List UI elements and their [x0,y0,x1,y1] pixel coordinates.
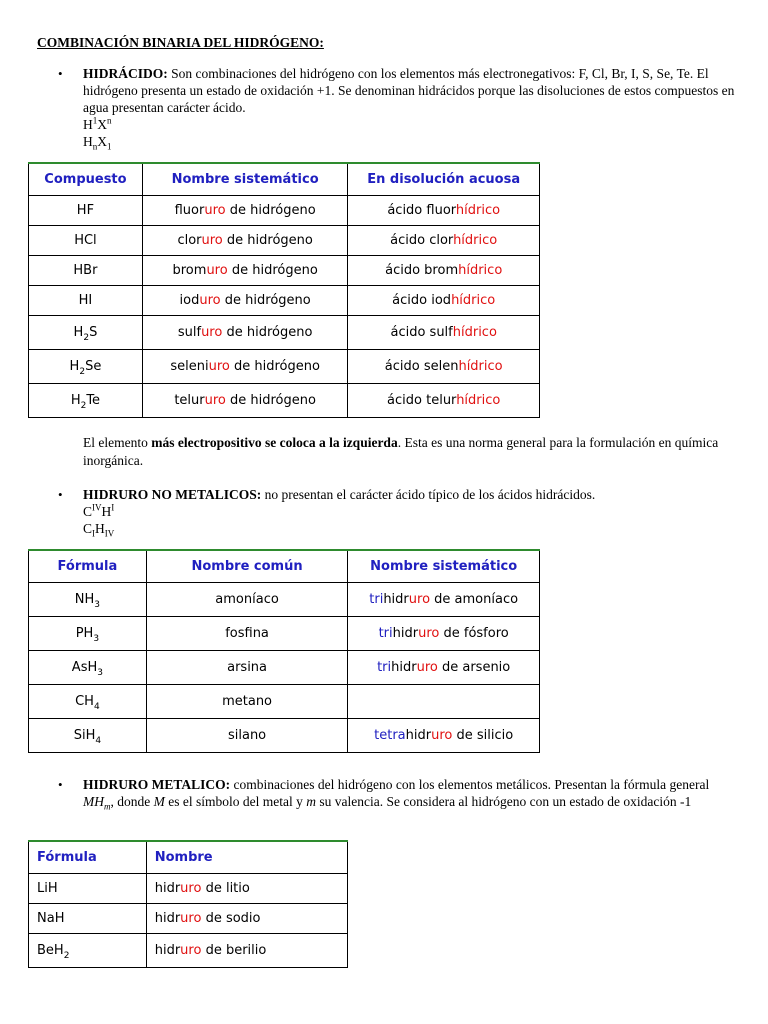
compound-cell: HF [29,196,143,226]
systematic-name-cell: telururo de hidrógeno [142,384,348,418]
hidruros-no-metalicos-table [28,549,540,753]
table-row [29,685,540,719]
bullet-icon: • [58,487,63,502]
table-row [29,196,540,226]
column-header: Nombre sistemático [142,163,348,196]
aqueous-name-cell: ácido fluorhídrico [348,196,540,226]
systematic-name-cell: trihidruro de arsenio [348,651,540,685]
aqueous-name-cell: ácido telurhídrico [348,384,540,418]
formula-cell: LiH [29,874,147,904]
bullet-icon: • [58,66,63,81]
common-name-cell: metano [146,685,348,719]
common-name-cell: amoníaco [146,583,348,617]
table-row [29,286,540,316]
no-metalicos-formula-2: $C_IH_{IV}$ [83,521,115,539]
table-row [29,316,540,350]
common-name-cell: arsina [146,651,348,685]
systematic-name-cell: bromuro de hidrógeno [142,256,348,286]
column-header: Nombre [146,841,347,874]
systematic-name-cell: ioduro de hidrógeno [142,286,348,316]
column-header: Fórmula [29,841,147,874]
systematic-name-cell: sulfuro de hidrógeno [142,316,348,350]
hidracido-text: Son combinaciones del hidrógeno con los elementos más electronegativos: F, Cl, Br, I, S, Se, Te. El hidrógeno presenta un estado de oxidación +1. Se denominan hidrácidos porque las disoluciones de estos compuestos en agua presentan carácter ácido. [83,66,735,115]
formula-cell: NaH [29,904,147,934]
name-cell: hidruro de sodio [146,904,347,934]
no-metalicos-section [58,486,738,537]
table-header-row [29,163,540,196]
compound-cell: $H_2S$ [29,316,143,350]
table-row [29,226,540,256]
note-paragraph: El elemento más electropositivo se coloca a la izquierda. Esta es una norma general para la formulación en química inorgánica. [83,435,719,468]
systematic-name-cell [348,685,540,719]
table-row [29,934,348,968]
compound-cell: HCl [29,226,143,256]
systematic-name-cell: seleniuro de hidrógeno [142,350,348,384]
aqueous-name-cell: ácido bromhídrico [348,256,540,286]
formula-cell: BeH$_2$ [29,934,147,968]
systematic-name-cell: fluoruro de hidrógeno [142,196,348,226]
hidruros-metalicos-table [28,840,348,968]
compound-cell: $H_2Te$ [29,384,143,418]
formula-cell: $PH_3$ [29,617,147,651]
aqueous-name-cell: ácido clorhídrico [348,226,540,256]
compound-cell: $H_2Se$ [29,350,143,384]
page-title: COMBINACIÓN BINARIA DEL HIDRÓGENO: [37,35,324,50]
bullet-icon: • [58,777,63,792]
hidracido-section [58,65,738,150]
formula-cell: SiH$_4$ [29,719,147,753]
systematic-name-cell: tetrahidruro de silicio [348,719,540,753]
aqueous-name-cell: ácido sulfhídrico [348,316,540,350]
aqueous-name-cell: ácido iodhídrico [348,286,540,316]
table-row [29,651,540,685]
aqueous-name-cell: ácido selenhídrico [348,350,540,384]
table-row [29,719,540,753]
no-metalicos-label: HIDRURO NO METALICOS: [83,487,262,502]
hidracido-label: HIDRÁCIDO: [83,66,168,81]
table-header-row [29,841,348,874]
table-row [29,256,540,286]
formula-cell: AsH$_3$ [29,651,147,685]
common-name-cell: fosfina [146,617,348,651]
no-metalicos-text: no presentan el carácter ácido típico de los ácidos hidrácidos. [261,487,596,502]
column-header: Nombre sistemático [348,550,540,583]
no-metalicos-formula-1: $C^{IV}H^I$ [83,502,115,519]
table-row [29,350,540,384]
formula-cell: $CH_4$ [29,685,147,719]
name-cell: hidruro de berilio [146,934,347,968]
column-header: Nombre común [146,550,348,583]
column-header: Compuesto [29,163,143,196]
name-cell: hidruro de litio [146,874,347,904]
metalico-section: • HIDRURO METALICO: combinaciones del hidrógeno con los elementos metálicos. Presentan la fórmula general $MH_m$, donde M es el símbolo del metal y m su valencia. Se considera al hidrógeno con un estado de oxidación -1 [58,777,710,812]
compound-cell: HI [29,286,143,316]
table-row [29,617,540,651]
hidracido-formula-1: $H^1X^n$ [83,115,112,132]
hidracido-formula-2: $H_nX_1$ [83,134,112,152]
hidracidos-table [28,162,540,418]
table-row [29,874,348,904]
table-row [29,384,540,418]
table-row [29,904,348,934]
metalico-label: HIDRURO METALICO: [83,777,231,792]
table-row [29,583,540,617]
formula-cell: $NH_3$ [29,583,147,617]
common-name-cell: silano [146,719,348,753]
table-header-row [29,550,540,583]
column-header: En disolución acuosa [348,163,540,196]
systematic-name-cell: trihidruro de fósforo [348,617,540,651]
column-header: Fórmula [29,550,147,583]
systematic-name-cell: trihidruro de amoníaco [348,583,540,617]
systematic-name-cell: cloruro de hidrógeno [142,226,348,256]
compound-cell: HBr [29,256,143,286]
